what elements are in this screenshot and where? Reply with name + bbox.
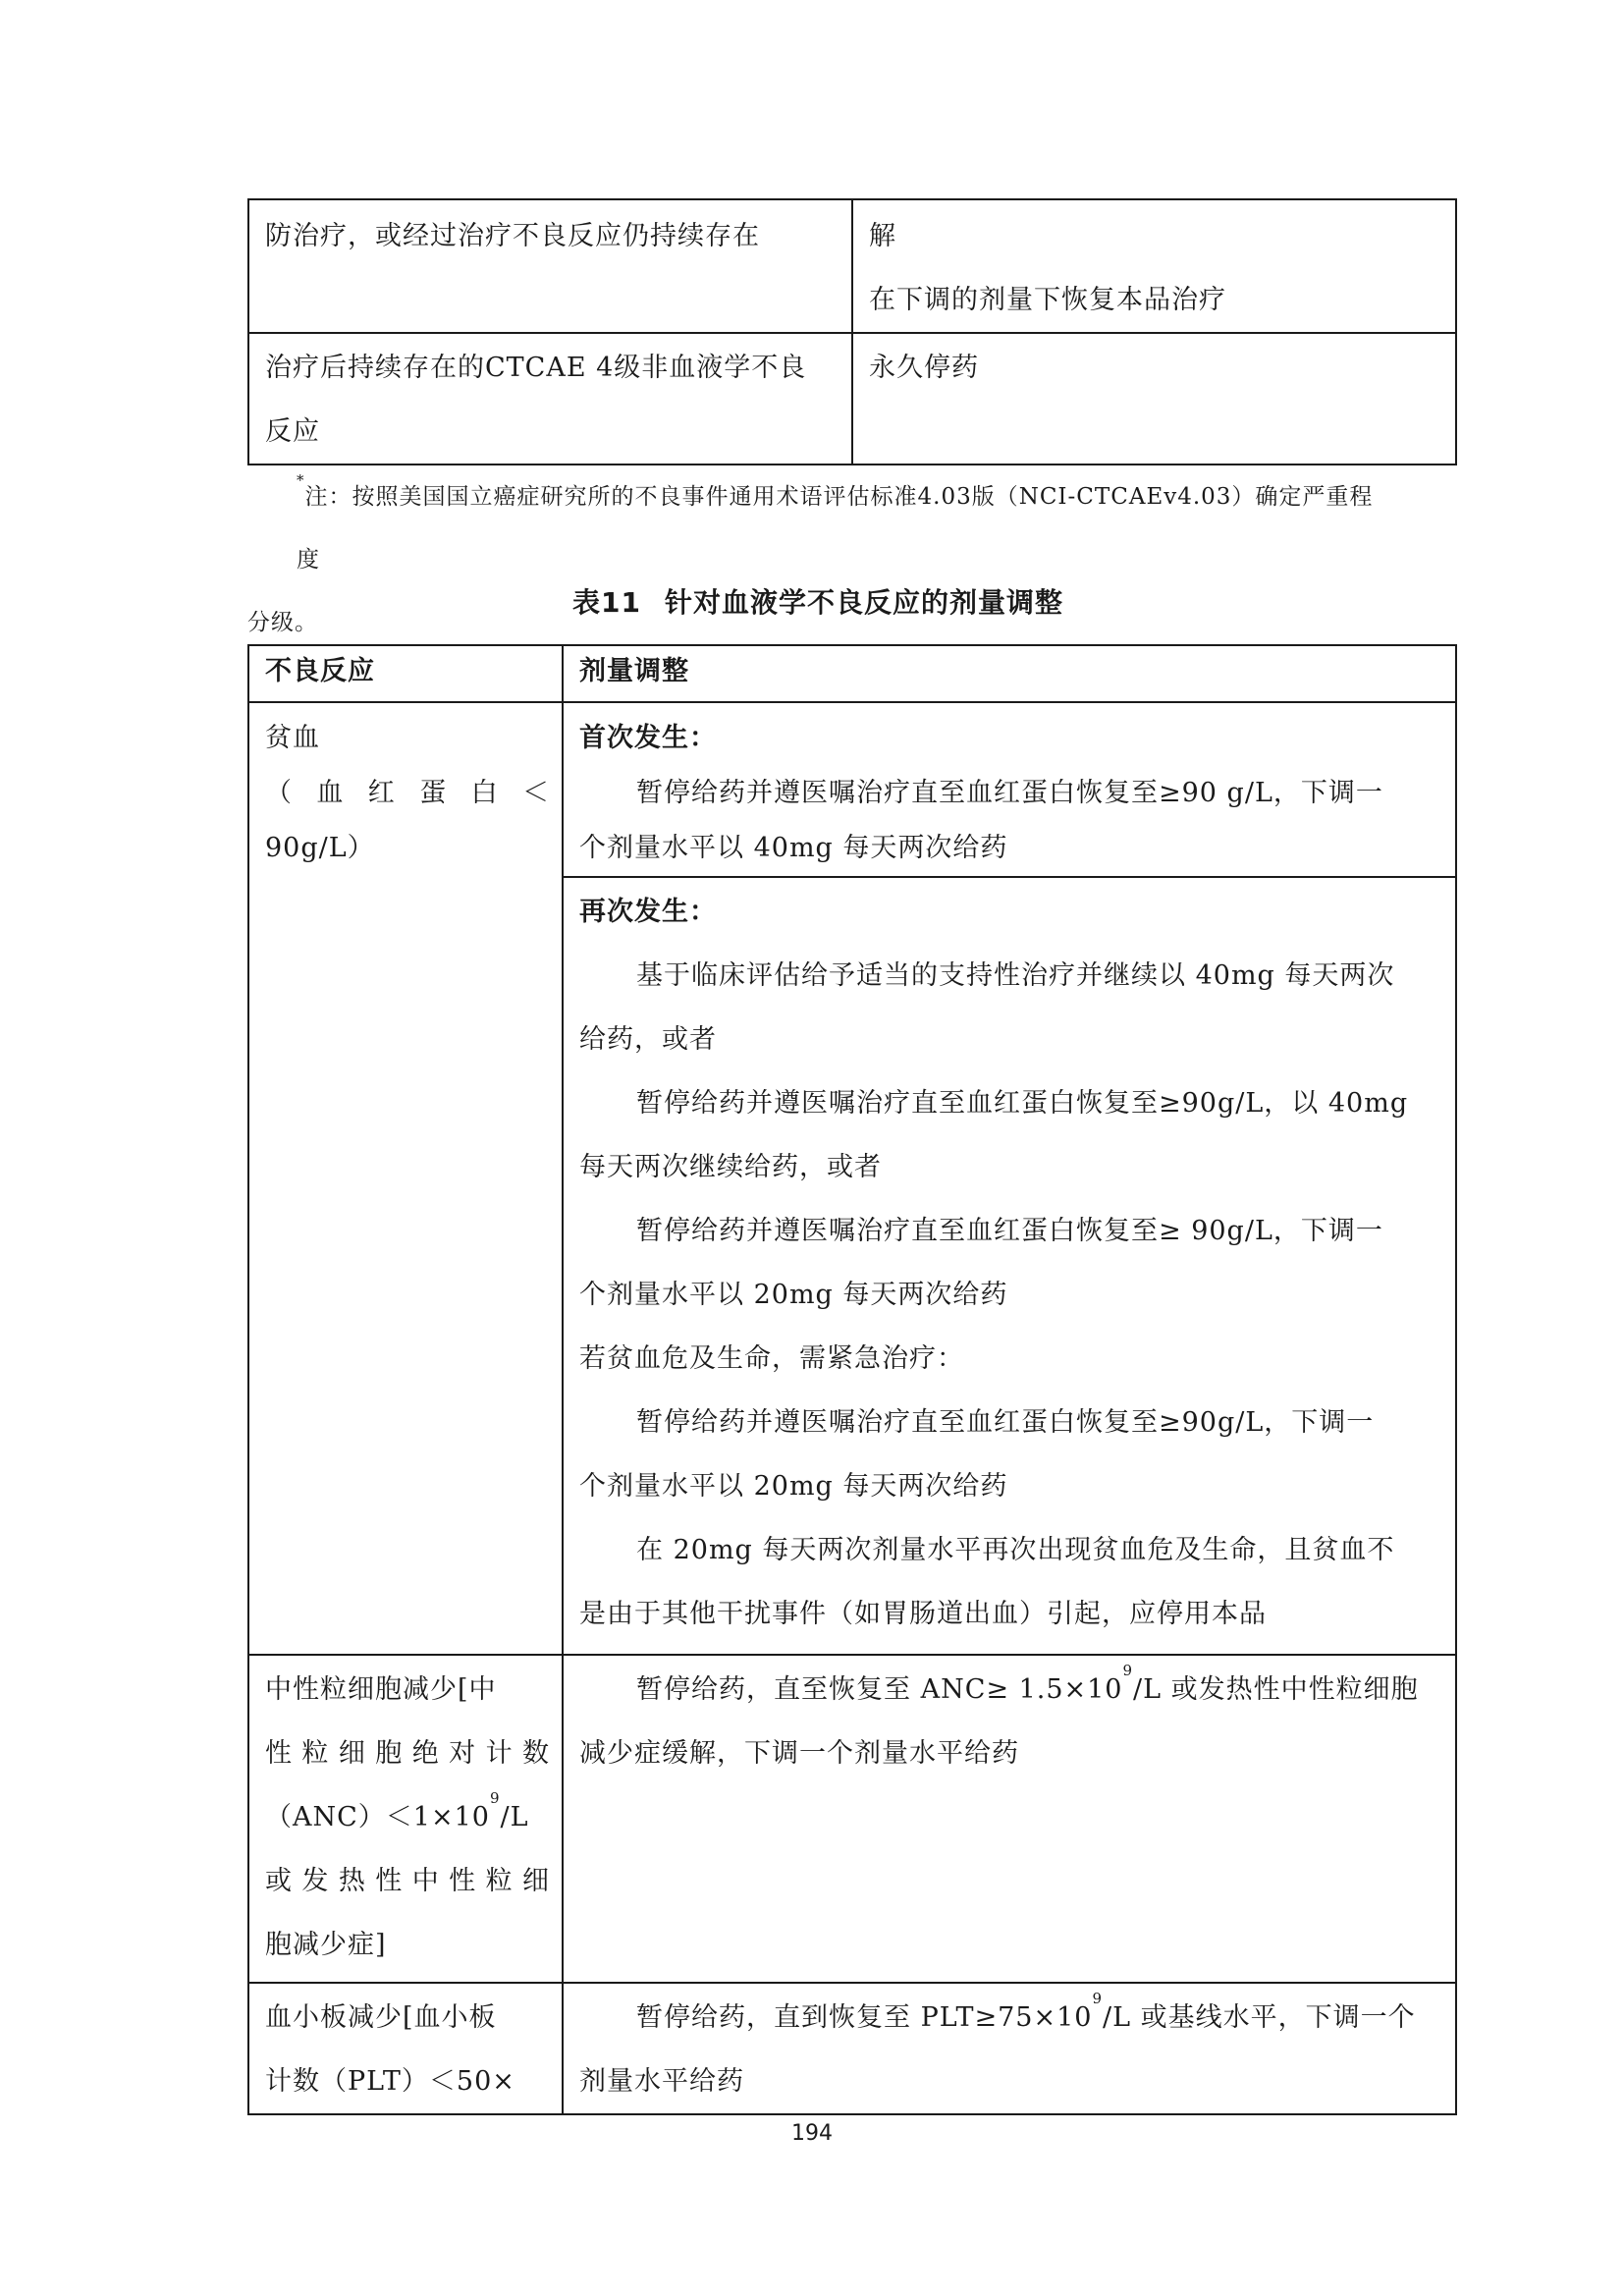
paragraph-line: 个剂量水平以 20mg 每天两次给药 [579, 1471, 1008, 1502]
table-row [248, 1655, 1456, 1983]
table-row [248, 1983, 1456, 2114]
footnote-marker: * [297, 471, 305, 489]
paragraph-line: 暂停给药，直到恢复至 $PLT\ge 75\times 10^9/L$ 或基线水平，下调一个 [636, 1990, 1416, 2033]
paragraph-line: 基于临床评估给予适当的支持性治疗并继续以 40mg 每天两次 [636, 960, 1395, 991]
cell-text: （血红蛋白＜ [265, 778, 550, 808]
paragraph-line: 暂停给药并遵医嘱治疗直至血红蛋白恢复至≥ 90g/L，下调一 [636, 1216, 1383, 1246]
table-cell [248, 333, 852, 465]
cell-text: $(ANC)<1\times 10^9/L$ [265, 1789, 529, 1832]
paragraph-line: 在 20mg 每天两次剂量水平再次出现贫血危及生命，且贫血不 [636, 1535, 1395, 1565]
paragraph-line: 剂量水平给药 [579, 2066, 744, 2097]
header-cell-dose-adjustment: 剂量调整 [563, 645, 1456, 702]
table-row [248, 702, 1456, 877]
label-cell-neutropenia [248, 1655, 563, 1983]
anemia-second-occurrence-cell [563, 877, 1456, 1655]
table-caption [247, 577, 1388, 629]
table-cell [852, 333, 1456, 465]
paragraph-line: 暂停给药并遵医嘱治疗直至血红蛋白恢复至≥90g/L，下调一 [636, 1407, 1375, 1438]
cell-text: 永久停药 [869, 353, 979, 383]
neutropenia-dose-cell [563, 1655, 1456, 1983]
cell-text: 解 [869, 221, 896, 251]
table-header-row [248, 645, 1456, 702]
table-cell [852, 199, 1456, 333]
label-cell-thrombocytopenia [248, 1983, 563, 2114]
paragraph-line: 减少症缓解，下调一个剂量水平给药 [579, 1738, 1019, 1769]
footnote-line: 分级。 [247, 610, 318, 635]
subheading: 再次发生： [579, 897, 717, 927]
cell-text: 血小板减少[血小板 [265, 2002, 497, 2033]
cell-text: 性粒细胞绝对计数 [265, 1738, 550, 1769]
label-cell-anemia [248, 702, 563, 1655]
paragraph-line: 暂停给药，直至恢复至 $ANC\ge 1.5\times 10^9/L$ 或发热性中性粒细胞 [636, 1662, 1419, 1705]
page-number: 194 [791, 2121, 833, 2146]
cell-text: 防治疗，或经过治疗不良反应仍持续存在 [265, 221, 760, 251]
header-cell-adverse-reaction: 不良反应 [248, 645, 563, 702]
cell-text: 计数（PLT）＜50× [265, 2066, 515, 2097]
paragraph-line: 是由于其他干扰事件（如胃肠道出血）引起，应停用本品 [579, 1599, 1267, 1629]
anemia-first-occurrence-cell [563, 702, 1456, 877]
cell-text: 或发热性中性粒细 [265, 1866, 550, 1896]
paragraph-line: 个剂量水平以 40mg 每天两次给药 [579, 833, 1008, 863]
table-cell [248, 199, 852, 333]
cell-text: 贫血 [265, 723, 320, 753]
table-title: 针对血液学不良反应的剂量调整 [664, 586, 1063, 619]
cell-text: 治疗后持续存在的CTCAE 4级非血液学不良 [265, 353, 807, 383]
cell-text: 90g/L） [265, 833, 375, 863]
table-row [248, 333, 1456, 465]
hematologic-dose-table [247, 644, 1457, 2115]
paragraph-line: 每天两次继续给药，或者 [579, 1152, 882, 1182]
cell-text: 胞减少症] [265, 1930, 387, 1960]
non-hematologic-table-continuation [247, 198, 1457, 465]
cell-text: 中性粒细胞减少[中 [265, 1674, 497, 1705]
paragraph-line: 暂停给药并遵医嘱治疗直至血红蛋白恢复至≥90 g/L，下调一 [636, 778, 1383, 808]
paragraph-line: 给药，或者 [579, 1024, 717, 1055]
cell-text: 在下调的剂量下恢复本品治疗 [869, 285, 1226, 315]
paragraph-line: 若贫血危及生命，需紧急治疗： [579, 1343, 964, 1374]
table-row [248, 199, 1456, 333]
paragraph-line: 个剂量水平以 20mg 每天两次给药 [579, 1280, 1008, 1310]
table-number: 表11 [572, 586, 641, 619]
thrombocytopenia-dose-cell [563, 1983, 1456, 2114]
paragraph-line: 暂停给药并遵医嘱治疗直至血红蛋白恢复至≥90g/L，以 40mg [636, 1088, 1409, 1119]
footnote-line: *注：按照美国国立癌症研究所的不良事件通用术语评估标准4.03版（NCI-CTCAEv4.03）确定严重程度 [297, 471, 1374, 573]
subheading: 首次发生： [579, 723, 717, 753]
cell-text: 反应 [265, 416, 320, 447]
